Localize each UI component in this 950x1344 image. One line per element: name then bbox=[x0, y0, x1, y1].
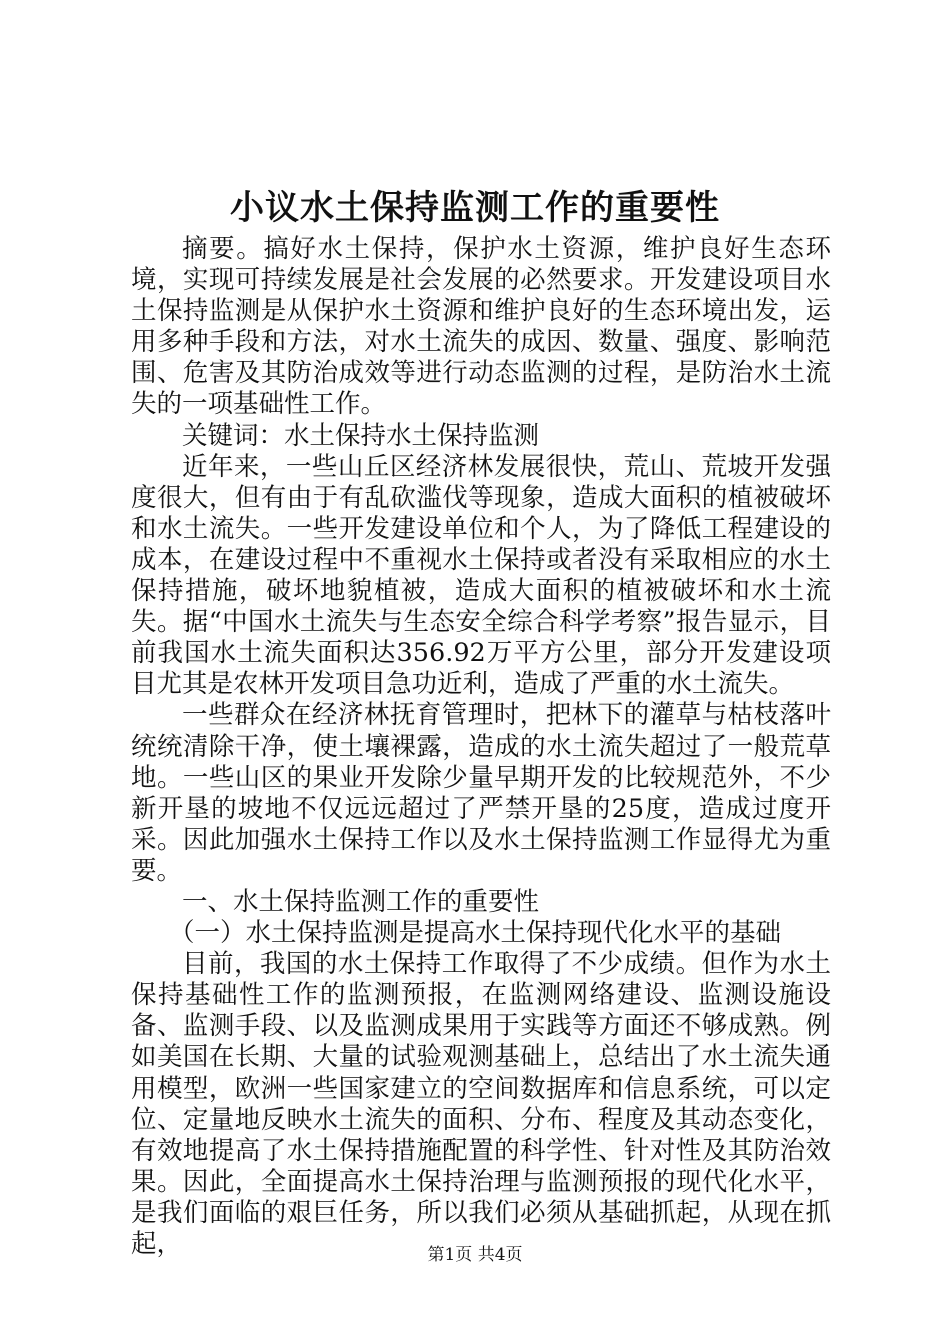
section-heading: 一、水土保持监测工作的重要性 bbox=[182, 886, 540, 917]
document-title: 小议水土保持监测工作的重要性 bbox=[230, 188, 720, 228]
subsection-heading: （一）水土保持监测是提高水土保持现代化水平的基础 bbox=[169, 918, 782, 949]
document-body bbox=[131, 234, 831, 1260]
page-footer: 第1页 共4页 bbox=[427, 1245, 523, 1265]
body-paragraph: 近年来，一些山丘区经济林发展很快，荒山、荒坡开发强度很大，但有由于有乱砍滥伐等现象，造成大面积的植被破坏和水土流失。一些开发建设单位和个人，为了降低工程建设的成本，在建设过程中不重视水土保持或者没有采取相应的水土保持措施，破坏地貌植被，造成大面积的植被破坏和水土流失。据“中国水土流失与生态安全综合科学考察”报告显示，目前我国水土流失面积达356.92万平方公里，部分开发建设项目尤其是农林开发项目急功近利，造成了严重的水土流失。 bbox=[131, 451, 831, 700]
body-paragraph: 目前，我国的水土保持工作取得了不少成绩。但作为水土保持基础性工作的监测预报，在监测网络建设、监测设施设备、监测手段、以及监测成果用于实践等方面还不够成熟。例如美国在长期、大量的试验观测基础上，总结出了水土流失通用模型，欧洲一些国家建立的空间数据库和信息系统，可以定位、定量地反映水土流失的面积、分布、程度及其动态变化，有效地提高了水土保持措施配置的科学性、针对性及其防治效果。因此，全面提高水土保持治理与监测预报的现代化水平，是我们面临的艰巨任务，所以我们必须从基础抓起，从现在抓起， bbox=[131, 949, 831, 1259]
abstract-paragraph: 摘要。搞好水土保持，保护水土资源，维护良好生态环境，实现可持续发展是社会发展的必然要求。开发建设项目水土保持监测是从保护水土资源和维护良好的生态环境出发，运用多种手段和方法，对水土流失的成因、数量、强度、影响范围、危害及其防治成效等进行动态监测的过程，是防治水土流失的一项基础性工作。 bbox=[131, 234, 831, 420]
body-paragraph: 一些群众在经济林抚育管理时，把林下的灌草与枯枝落叶统统清除干净，使土壤裸露，造成的水土流失超过了一般荒草地。一些山区的果业开发除少量早期开发的比较规范外，不少新开垦的坡地不仅远远超过了严禁开垦的25度，造成过度开采。因此加强水土保持工作以及水土保持监测工作显得尤为重要。 bbox=[131, 700, 831, 886]
keywords-paragraph: 关键词：水土保持水土保持监测 bbox=[182, 420, 540, 451]
